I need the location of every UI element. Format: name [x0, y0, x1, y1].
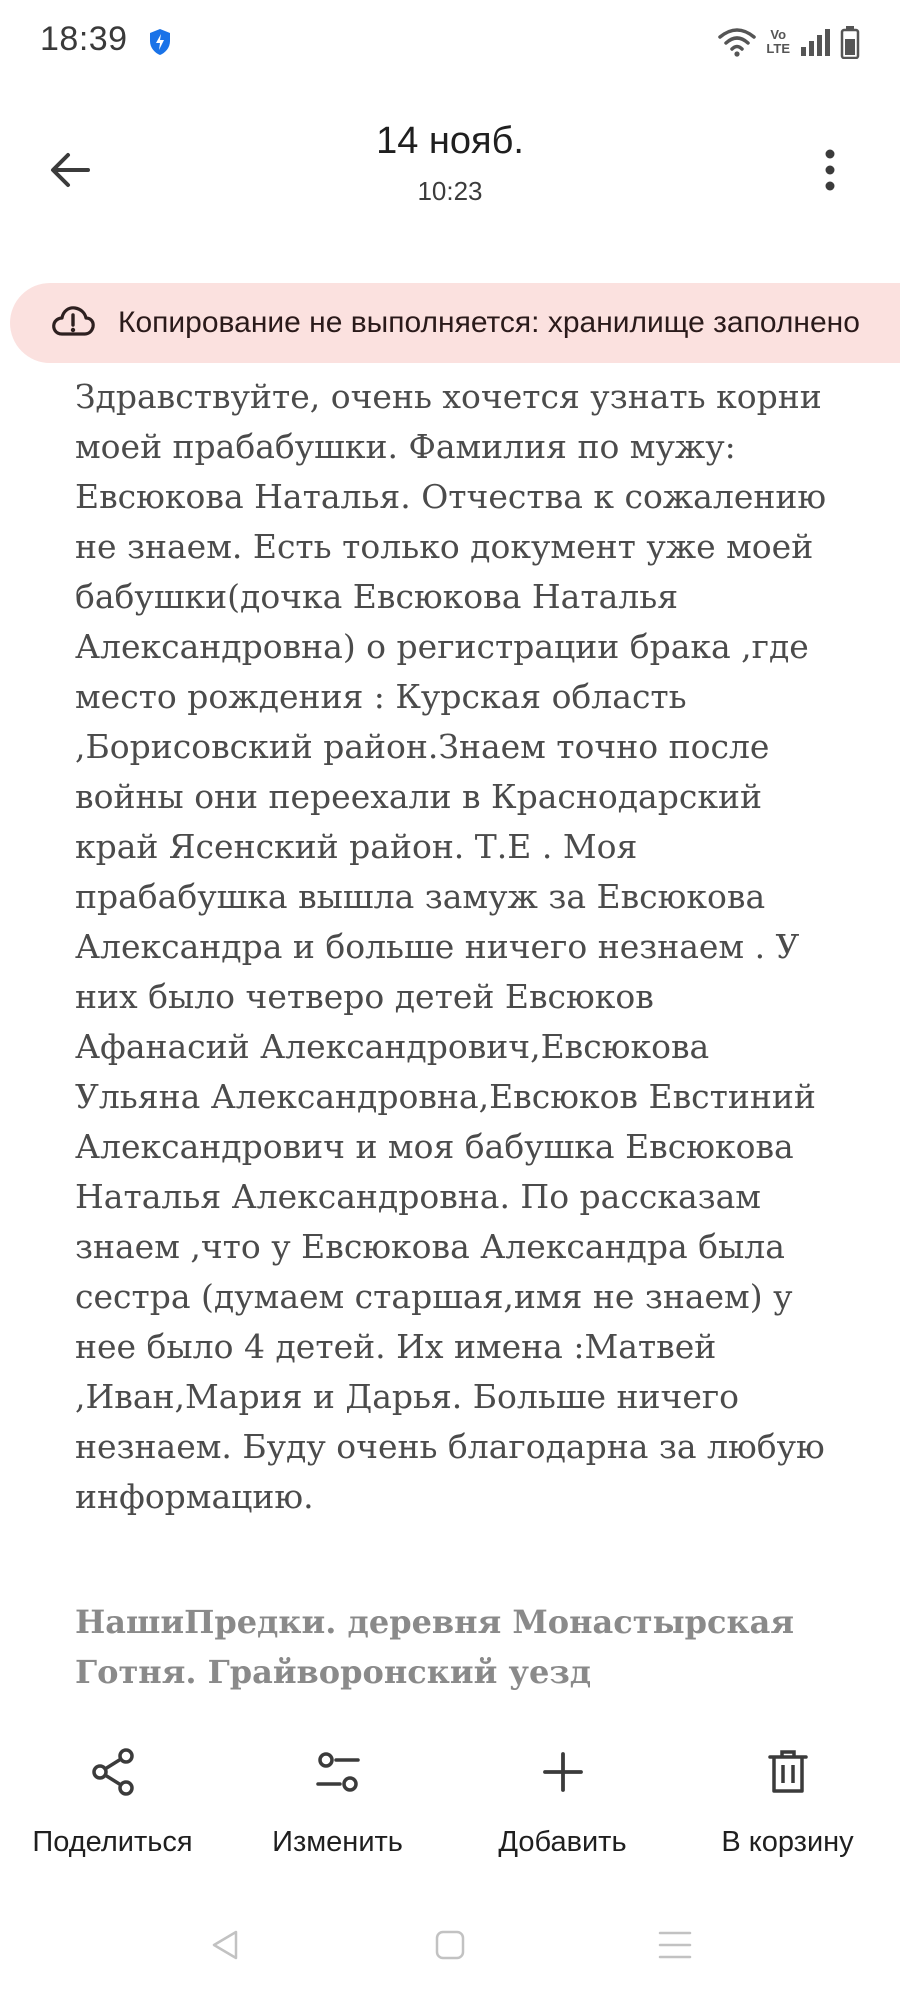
nav-menu-button[interactable]	[645, 1920, 705, 1970]
note-body-text[interactable]: Здравствуйте, очень хочется узнать корни моей прабабушки. Фамилия по мужу: Евсюкова Наталья. Отчества к сожалению не знаем. Есть только документ уже моей бабушки(дочка Евсюкова Наталья Александровна) о регистрации брака ,где место рождения : Курская область ,Борисовский район.Знаем точно после войны они переехали в Краснодарский край Ясенский район. Т.Е . Моя прабабушка вышла замуж за Евсюкова Александра и больше ничего незнаем . У них было четверо детей Евсюков Афанасий Александрович,Евсюкова Ульяна Александровна,Евсюков Евстиний Александрович и моя бабушка Евсюкова Наталья Александровна. По рассказам знаем ,что у Евсюкова Александра была сестра (думаем старшая,имя не знаем) у нее было 4 детей. Их имена :Матвей ,Иван,Мария и Дарья. Больше ничего незнаем. Буду очень благодарна за любую информацию.	[75, 377, 827, 1516]
more-options-button[interactable]	[800, 138, 860, 202]
volte-bottom-label: LTE	[766, 41, 790, 56]
signal-icon	[800, 27, 830, 57]
battery-icon	[840, 25, 860, 59]
edit-button[interactable]	[225, 1740, 450, 1870]
nav-back-button[interactable]	[195, 1920, 255, 1970]
nav-home-icon	[434, 1929, 466, 1961]
share-icon	[87, 1746, 139, 1798]
system-nav-bar	[0, 1910, 900, 1980]
add-icon	[537, 1746, 589, 1798]
add-label: Добавить	[498, 1826, 627, 1858]
cloud-alert-icon	[50, 300, 96, 346]
volte-icon	[766, 28, 790, 56]
nav-home-button[interactable]	[420, 1920, 480, 1970]
status-icons	[718, 24, 860, 60]
storage-warning-banner[interactable]	[10, 283, 900, 363]
note-time: 10:23	[417, 176, 483, 206]
edit-tune-icon	[312, 1746, 364, 1798]
wifi-icon	[718, 27, 756, 57]
edit-label: Изменить	[272, 1826, 403, 1858]
note-title[interactable]: НашиПредки. деревня Монастырская Готня. Грайворонский уезд	[75, 1603, 795, 1691]
note-header	[0, 100, 900, 230]
nav-back-icon	[208, 1928, 242, 1962]
status-bar	[0, 0, 900, 84]
status-time: 18:39	[40, 20, 128, 58]
shield-bolt-icon	[148, 28, 172, 56]
delete-button[interactable]	[675, 1740, 900, 1870]
delete-icon	[762, 1746, 814, 1798]
note-date: 14 нояб.	[376, 120, 524, 162]
delete-label: В корзину	[721, 1826, 854, 1858]
share-label: Поделиться	[32, 1826, 193, 1858]
bottom-action-bar	[0, 1740, 900, 1880]
volte-top-label: Vo	[770, 27, 787, 42]
add-button[interactable]	[450, 1740, 675, 1870]
banner-text: Копирование не выполняется: хранилище заполнено	[118, 306, 860, 339]
nav-menu-icon	[658, 1928, 692, 1962]
more-vert-icon	[823, 148, 837, 192]
share-button[interactable]	[0, 1740, 225, 1870]
